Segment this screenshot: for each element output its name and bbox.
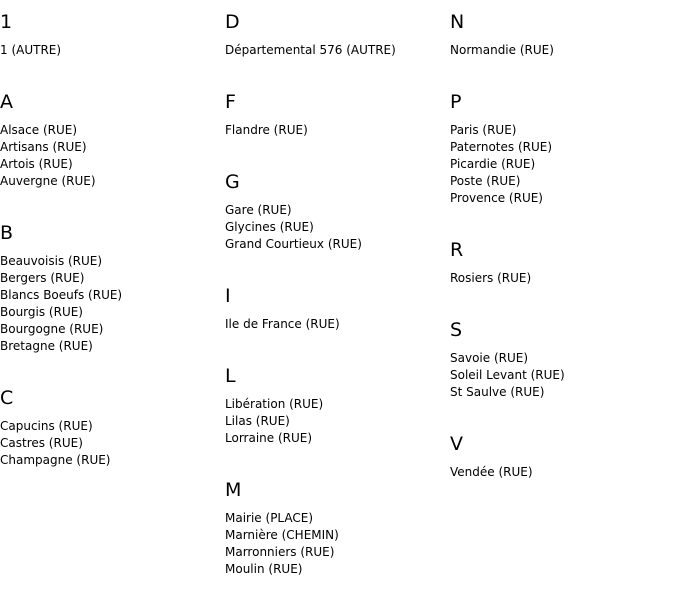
street-name: Artois (RUE) <box>0 157 73 171</box>
street-name: Départemental 576 (AUTRE) <box>225 43 396 57</box>
street-name: Alsace (RUE) <box>0 123 78 137</box>
letter-group <box>225 160 445 274</box>
letter-heading: G <box>225 171 240 193</box>
street-list <box>0 244 220 376</box>
letter-heading: R <box>450 239 464 261</box>
street-name: Bourgogne (RUE) <box>0 322 104 336</box>
letter-group <box>0 376 220 490</box>
letter-group <box>0 211 220 376</box>
street-name: Artisans (RUE) <box>0 140 87 154</box>
street-name: Vendée (RUE) <box>450 465 533 479</box>
letter-group <box>450 308 670 422</box>
letter-heading: C <box>0 387 14 409</box>
street-name: Normandie (RUE) <box>450 43 554 57</box>
street-name: Marronniers (RUE) <box>225 545 335 559</box>
letter-group <box>450 0 670 80</box>
street-list <box>0 113 220 211</box>
street-name: Moulin (RUE) <box>225 562 303 576</box>
street-name: Glycines (RUE) <box>225 220 314 234</box>
street-name: Paris (RUE) <box>450 123 517 137</box>
letter-group <box>225 354 445 468</box>
letter-heading: S <box>450 319 463 341</box>
street-name: Mairie (PLACE) <box>225 511 314 525</box>
street-list <box>450 261 670 308</box>
street-name: Auvergne (RUE) <box>0 174 96 188</box>
street-name: Ile de France (RUE) <box>225 317 340 331</box>
street-name: Flandre (RUE) <box>225 123 308 137</box>
street-list <box>225 501 445 599</box>
letter-heading: D <box>225 11 240 33</box>
street-name: Bergers (RUE) <box>0 271 85 285</box>
street-name: Lilas (RUE) <box>225 414 290 428</box>
letter-group <box>225 0 445 80</box>
street-name: Bourgis (RUE) <box>0 305 83 319</box>
letter-heading: V <box>450 433 463 455</box>
street-name: Libération (RUE) <box>225 397 324 411</box>
street-name: Poste (RUE) <box>450 174 521 188</box>
letter-group <box>225 274 445 354</box>
street-name: Blancs Boeufs (RUE) <box>0 288 123 302</box>
letter-heading: A <box>0 91 13 113</box>
street-list <box>225 193 445 274</box>
street-name: Marnière (CHEMIN) <box>225 528 339 542</box>
street-list <box>225 387 445 468</box>
letter-heading: B <box>0 222 14 244</box>
street-list <box>450 455 670 502</box>
street-name: Paternotes (RUE) <box>450 140 553 154</box>
street-name: Beauvoisis (RUE) <box>0 254 103 268</box>
street-name: Lorraine (RUE) <box>225 431 313 445</box>
street-name: Gare (RUE) <box>225 203 292 217</box>
letter-heading: N <box>450 11 465 33</box>
street-name: Champagne (RUE) <box>0 453 111 467</box>
letter-heading: L <box>225 365 236 387</box>
street-list <box>225 307 445 354</box>
street-name: Rosiers (RUE) <box>450 271 532 285</box>
street-name: Bretagne (RUE) <box>0 339 93 353</box>
street-list <box>450 341 670 422</box>
index-column <box>225 0 445 599</box>
index-column <box>0 0 220 490</box>
street-name: Provence (RUE) <box>450 191 543 205</box>
street-list <box>225 113 445 160</box>
letter-group <box>225 468 445 599</box>
street-list <box>0 33 220 80</box>
letter-heading: M <box>225 479 242 501</box>
letter-group <box>450 422 670 502</box>
street-name: St Saulve (RUE) <box>450 385 545 399</box>
letter-group <box>450 80 670 228</box>
street-name: Castres (RUE) <box>0 436 83 450</box>
street-name: Picardie (RUE) <box>450 157 536 171</box>
letter-heading: P <box>450 91 462 113</box>
street-name: Capucins (RUE) <box>0 419 93 433</box>
street-list <box>225 33 445 80</box>
letter-heading: I <box>225 285 231 307</box>
street-name: Soleil Levant (RUE) <box>450 368 565 382</box>
index-column <box>450 0 670 502</box>
street-name: 1 (AUTRE) <box>0 43 62 57</box>
letter-heading: F <box>225 91 236 113</box>
street-list <box>0 409 220 490</box>
street-list <box>450 33 670 80</box>
street-name: Savoie (RUE) <box>450 351 529 365</box>
street-name: Grand Courtieux (RUE) <box>225 237 362 251</box>
street-list <box>450 113 670 228</box>
letter-group <box>450 228 670 308</box>
letter-heading: 1 <box>0 11 13 33</box>
letter-group <box>225 80 445 160</box>
letter-group <box>0 0 220 80</box>
letter-group <box>0 80 220 211</box>
